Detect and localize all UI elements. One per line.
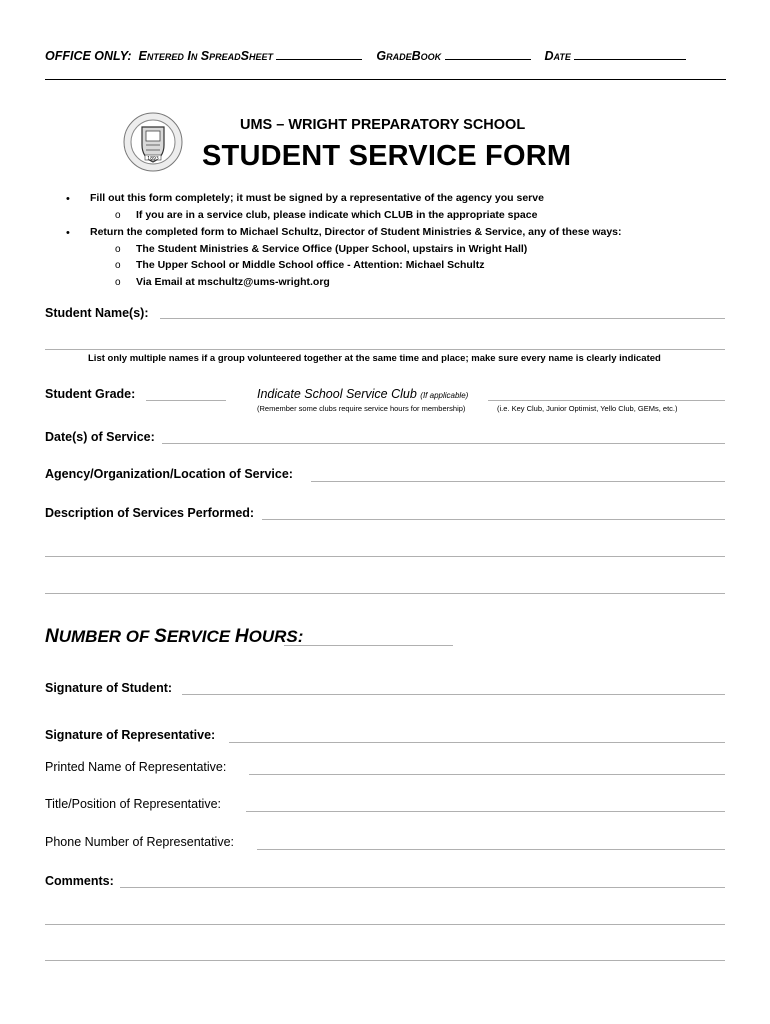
instruction-sub-marker: o xyxy=(115,277,121,288)
comments-field[interactable] xyxy=(120,887,725,888)
instruction-school-office: The Upper School or Middle School office - Attention: Michael Schultz xyxy=(136,259,485,271)
dates-of-service-label: Date(s) of Service: xyxy=(45,430,155,444)
representative-signature-field[interactable] xyxy=(229,742,725,743)
service-club-field[interactable] xyxy=(488,400,725,401)
office-only-label: OFFICE ONLY: xyxy=(45,49,132,63)
form-title: STUDENT SERVICE FORM xyxy=(202,140,572,172)
printed-name-field[interactable] xyxy=(249,774,725,775)
entered-in-spreadsheet-blank[interactable] xyxy=(276,48,362,60)
instruction-sub-marker: o xyxy=(115,260,121,271)
office-only-line xyxy=(45,48,686,63)
printed-name-label: Printed Name of Representative: xyxy=(45,760,227,774)
crest-year: 1893 xyxy=(147,156,159,162)
student-signature-field[interactable] xyxy=(182,694,725,695)
comments-field-3[interactable] xyxy=(45,960,725,961)
instruction-service-club: If you are in a service club, please indicate which CLUB in the appropriate space xyxy=(136,209,538,221)
description-field[interactable] xyxy=(262,519,725,520)
title-position-field[interactable] xyxy=(246,811,725,812)
instruction-return: Return the completed form to Michael Schultz, Director of Student Ministries & Service, any of these ways: xyxy=(90,226,622,238)
date-blank[interactable] xyxy=(574,48,686,60)
student-names-field-2[interactable] xyxy=(45,349,725,350)
instruction-bullet: • xyxy=(66,227,70,239)
instruction-sub-marker: o xyxy=(115,244,121,255)
service-hours-field[interactable] xyxy=(284,645,453,646)
phone-number-label: Phone Number of Representative: xyxy=(45,835,234,849)
phone-number-field[interactable] xyxy=(257,849,725,850)
description-field-2[interactable] xyxy=(45,556,725,557)
group-names-note: List only multiple names if a group volunteered together at the same time and place; make sure every name is clearly indicated xyxy=(88,353,661,364)
student-grade-field[interactable] xyxy=(146,400,226,401)
dates-of-service-field[interactable] xyxy=(162,443,725,444)
gradebook-label: GradeBook xyxy=(376,49,442,63)
student-names-label: Student Name(s): xyxy=(45,306,149,320)
instruction-email: Via Email at mschultz@ums-wright.org xyxy=(136,276,330,288)
header-divider xyxy=(45,79,726,80)
student-signature-label: Signature of Student: xyxy=(45,681,173,695)
instruction-fill-out: Fill out this form completely; it must be signed by a representative of the agency you serve xyxy=(90,192,544,204)
club-membership-note: (Remember some clubs require service hours for membership) xyxy=(257,404,466,413)
comments-field-2[interactable] xyxy=(45,924,725,925)
student-names-field[interactable] xyxy=(160,318,725,319)
instruction-office: The Student Ministries & Service Office (Upper School, upstairs in Wright Hall) xyxy=(136,243,528,255)
school-crest-logo xyxy=(123,109,183,175)
description-label: Description of Services Performed: xyxy=(45,506,255,520)
service-club-label: Indicate School Service Club (If applicable) xyxy=(257,387,469,401)
agency-field[interactable] xyxy=(311,481,725,482)
agency-label: Agency/Organization/Location of Service: xyxy=(45,467,293,481)
gradebook-blank[interactable] xyxy=(445,48,531,60)
instruction-sub-marker: o xyxy=(115,210,121,221)
student-grade-label: Student Grade: xyxy=(45,387,136,401)
comments-label: Comments: xyxy=(45,874,114,888)
representative-signature-label: Signature of Representative: xyxy=(45,728,216,742)
date-label: Date xyxy=(544,49,571,63)
school-name: UMS – WRIGHT PREPARATORY SCHOOL xyxy=(240,117,526,133)
instruction-bullet: • xyxy=(66,193,70,205)
entered-in-spreadsheet-label: Entered In SpreadSheet xyxy=(138,49,273,63)
description-field-3[interactable] xyxy=(45,593,725,594)
club-examples-note: (i.e. Key Club, Junior Optimist, Yello Club, GEMs, etc.) xyxy=(497,404,678,413)
service-hours-label: NUMBER OF SERVICE HOURS: xyxy=(45,626,304,647)
title-position-label: Title/Position of Representative: xyxy=(45,797,222,811)
